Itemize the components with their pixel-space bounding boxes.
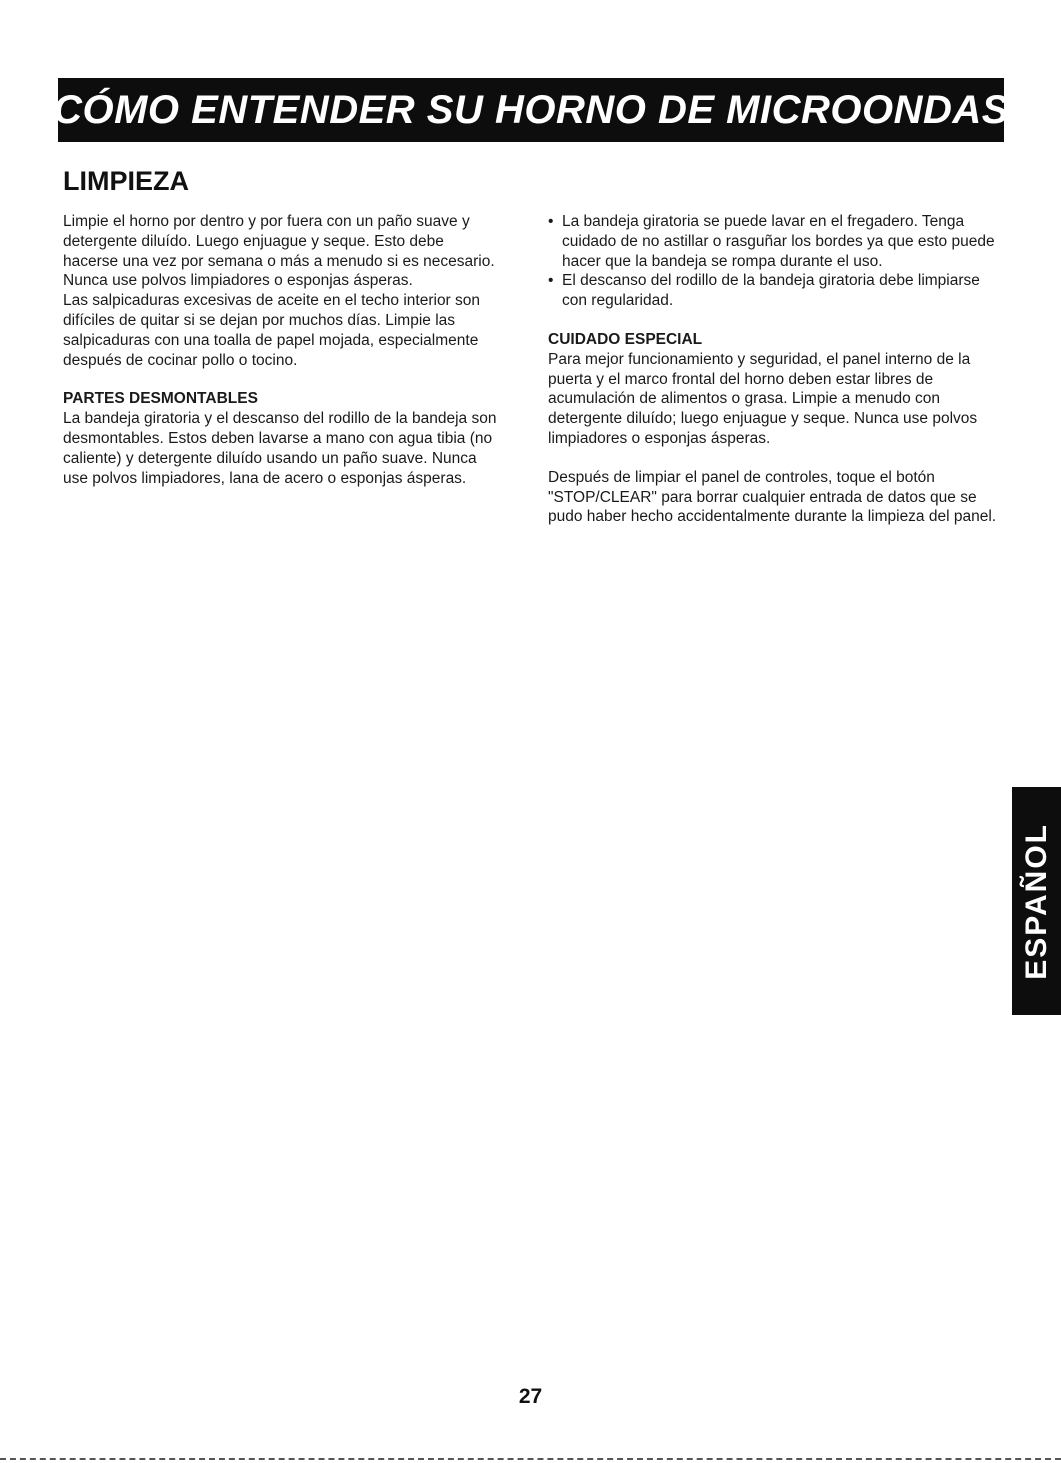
removable-parts-paragraph: La bandeja giratoria y el descanso del rodillo de la bandeja son desmontables. Estos deben lavarse a mano con agua tibia (no caliente) y detergente diluído usando un paño suave. Nunca use polvos limpiadores, lana de acero o esponjas ásperas. bbox=[63, 410, 497, 487]
list-item: • El descanso del rodillo de la bandeja giratoria debe limpiarse con regularidad. bbox=[548, 271, 998, 311]
special-care-paragraph: Para mejor funcionamiento y seguridad, el panel interno de la puerta y el marco frontal del horno deben estar libres de acumulación de alimentos o grasa. Limpie a menudo con detergente diluído; luego enjuague y seque. Nunca use polvos limpiadores o esponjas ásperas. bbox=[548, 350, 978, 447]
intro-paragraph: Limpie el horno por dentro y por fuera con un paño suave y detergente diluído. Luego enjuague y seque. Esto debe hacerse una vez por semana o más a menudo si es necesario. Nunca use polvos limpiadores o esponjas ásperas. bbox=[63, 213, 495, 290]
list-item: • La bandeja giratoria se puede lavar en el fregadero. Tenga cuidado de no astillar o rasguñar los bordes ya que esto puede hacer que la bandeja se rompa durante el uso. bbox=[548, 212, 998, 271]
page-number: 27 bbox=[518, 1385, 543, 1408]
right-column bbox=[548, 212, 998, 527]
spacer bbox=[548, 311, 998, 330]
page-title: CÓMO ENTENDER SU HORNO DE MICROONDAS bbox=[53, 87, 1009, 132]
bottom-divider bbox=[0, 1458, 1061, 1460]
left-column bbox=[63, 212, 503, 488]
spacer bbox=[548, 449, 998, 468]
special-care-heading: CUIDADO ESPECIAL bbox=[548, 330, 703, 348]
bullet-list bbox=[548, 212, 998, 311]
section-title: LIMPIEZA bbox=[63, 166, 189, 196]
control-panel-paragraph: Después de limpiar el panel de controles, toque el botón "STOP/CLEAR" para borrar cualquier entrada de datos que se pudo haber hecho accidentalmente durante la limpieza del panel. bbox=[548, 468, 997, 526]
removable-parts-heading: PARTES DESMONTABLES bbox=[63, 390, 258, 408]
splatter-paragraph: Las salpicaduras excesivas de aceite en el techo interior son difíciles de quitar si se dejan por muchos días. Limpie las salpicaduras con una toalla de papel mojada, especialmente después de cocinar pollo o tocino. bbox=[63, 292, 481, 369]
spacer bbox=[63, 370, 503, 389]
language-tab-label: ESPAÑOL bbox=[1019, 822, 1053, 980]
language-side-tab bbox=[1012, 787, 1061, 1015]
page-title-bar bbox=[53, 78, 1009, 142]
